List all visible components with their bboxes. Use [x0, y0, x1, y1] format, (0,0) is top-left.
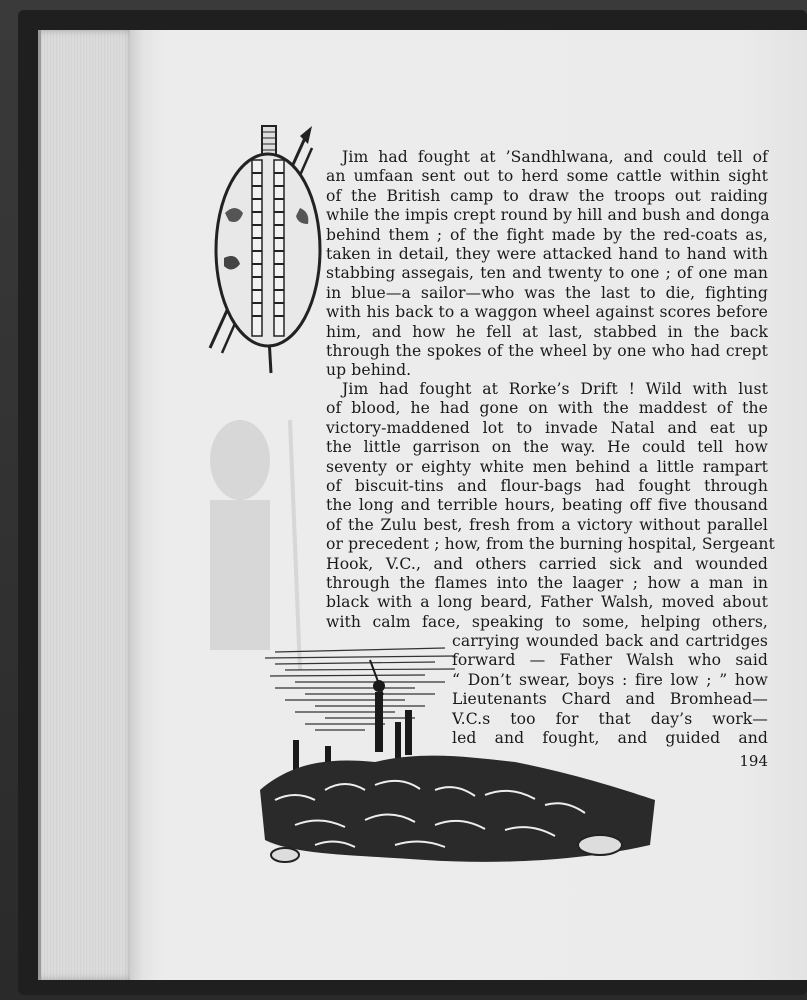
text-line: led and fought, and guided and — [452, 729, 768, 748]
paragraph-1 — [326, 148, 768, 381]
text-line: through the spokes of the wheel by one who had crept — [326, 342, 768, 361]
text-line: V.C.s too for that day’s work— — [452, 709, 768, 728]
text-line: seventy or eighty white men behind a little rampart — [326, 457, 768, 476]
text-line: Lieutenants Chard and Bromhead— — [452, 690, 768, 709]
text-line: with calm face, speaking to some, helping others, — [326, 612, 768, 631]
text-line: through the flames into the laager ; how a man in — [326, 574, 768, 593]
text-line: up behind. — [326, 361, 412, 380]
text-line: the long and terrible hours, beating off five thousand — [326, 496, 768, 515]
text-line: Jim had fought at ’Sandhlwana, and could tell of — [342, 148, 768, 166]
text-line: stabbing assegais, ten and twenty to one ; of one man — [326, 264, 768, 283]
text-line: black with a long beard, Father Walsh, moved about — [326, 593, 768, 612]
text-line: of blood, he had gone on with the maddest of the — [326, 399, 768, 418]
text-line: forward — Father Walsh who said — [452, 651, 768, 670]
text-line: him, and how he fell at last, stabbed in the back — [326, 322, 768, 341]
paragraph-2-continued — [452, 632, 768, 748]
page-edges — [38, 30, 137, 980]
text-line: or precedent ; how, from the burning hospital, Sergeant — [326, 535, 775, 554]
text-line: victory-maddened lot to invade Natal and eat up — [326, 418, 768, 437]
text-line: Hook, V.C., and others carried sick and wounded — [326, 554, 768, 573]
text-line: while the impis crept round by hill and bush and donga — [326, 206, 770, 225]
text-line: of the Zulu best, fresh from a victory without parallel — [326, 515, 768, 534]
show-through-figure — [180, 400, 320, 680]
text-line: of the British camp to draw the troops out raiding — [326, 186, 768, 205]
zulu-shield-illustration — [200, 118, 330, 378]
text-line: Jim had fought at Rorke’s Drift ! Wild with lust — [342, 380, 768, 398]
text-line: taken in detail, they were attacked hand to hand with — [326, 245, 768, 264]
text-line: in blue—a sailor—who was the last to die, fighting — [326, 283, 768, 302]
page-number: 194 — [739, 752, 768, 770]
text-line: behind them ; of the fight made by the red-coats as, — [326, 225, 768, 244]
text-line: of biscuit-tins and flour-bags had fought through — [326, 477, 768, 496]
text-line: the little garrison on the way. He could tell how — [326, 438, 768, 457]
text-line: with his back to a waggon wheel against scores before — [326, 303, 768, 322]
text-line: an umfaan sent out to herd some cattle within sight — [326, 167, 768, 186]
text-line: “ Don’t swear, boys : fire low ; ” how — [452, 670, 768, 689]
text-line: carrying wounded back and cartridges — [452, 632, 768, 650]
paragraph-2 — [326, 380, 775, 632]
